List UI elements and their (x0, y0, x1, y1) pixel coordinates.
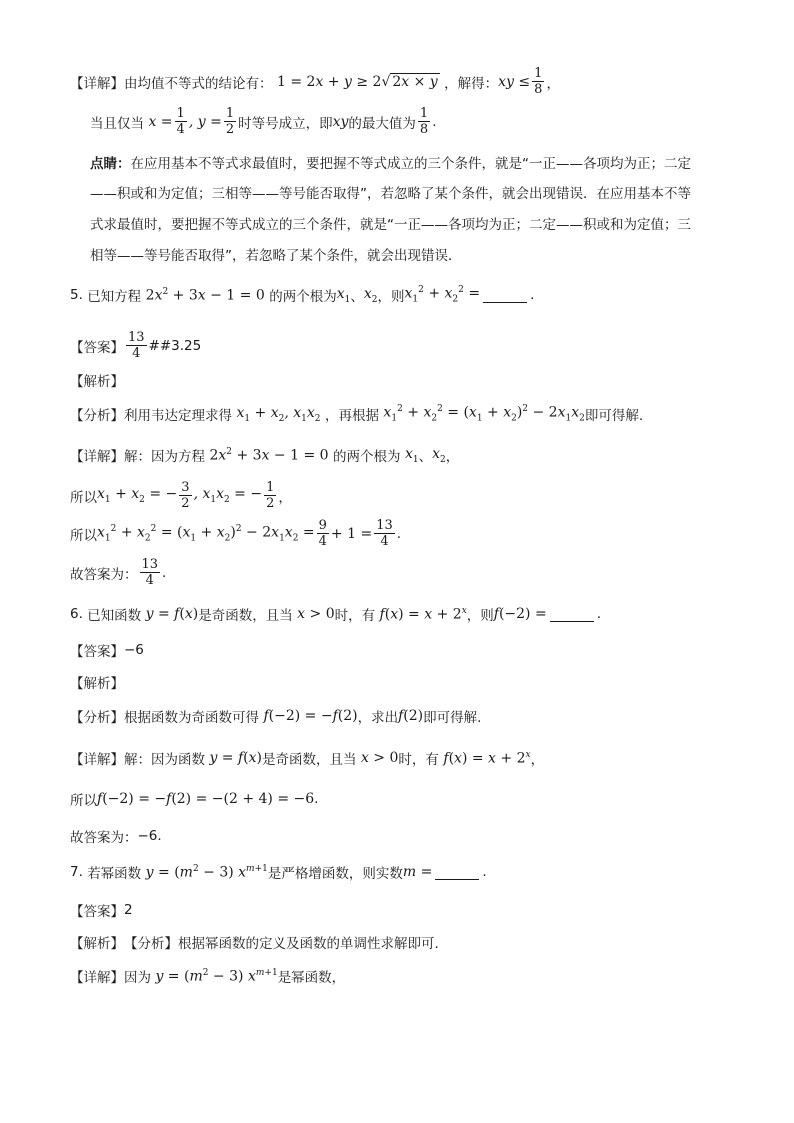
tag-answer: 【答案】 (70, 339, 124, 356)
tag-detail: 【详解】 (70, 75, 124, 92)
line-p5: 式求最值时，要把握不等式成立的三个条件，就是“一正——各项均为正；二定——积或和为定值；三 (90, 217, 691, 233)
question-5: 5. 已知方程 $2x^2 + 3x - 1 = 0$ 的两个根为 $x_1$ 、 $x_2$ ，则 $x_1^2 + x_2^2$ = . (70, 285, 535, 305)
detail-5: 【详解】 解：因为方程 $2x^2 + 3x - 1 = 0$ 的两个根为 $x_1$ 、 $x_2$ ， (70, 445, 460, 465)
math-inequality: 1 = 2x + y ≥ 2√ 2x × y (276, 73, 438, 90)
line-p6: 相等——等号能否取得”，若忽略了某个条件，就会出现错误． (90, 248, 462, 264)
analysis-6: 【解析】 (70, 676, 124, 692)
question-6: 6. 已知函数 y = f(x) 是奇函数，且当 x > 0 时，有 $f(x) = x + 2^x$ ，则 f(−2) = . (70, 605, 601, 624)
analysis-7: 【解析】 【分析】 根据幂函数的定义及函数的单调性求解即可. (70, 936, 439, 952)
answer-blank (550, 607, 594, 622)
detail-6: 【详解】 解：因为函数 y = f(x) 是奇函数，且当 x > 0 时，有 $f(x) = x + 2^x$ ， (70, 749, 545, 768)
detail-7: 【详解】 因为 $y = (m^2 - 3)$ $x^{m+1}$ 是幂函数， (70, 967, 346, 986)
answer-blank (483, 288, 527, 303)
analysis-5: 【解析】 (70, 374, 124, 390)
fraction: $\frac{1}{8}$ (534, 66, 543, 97)
final-answer-6: 故答案为： −6 . (70, 828, 162, 846)
step-5b: 所以 $x_1^2 + x_2^2 = (x_1 + x_2)^2 - 2x_1x_2$ = $\frac{9}{4}$ + 1 = $\frac{13}{4}$ . (70, 518, 402, 549)
answer-blank (435, 865, 479, 880)
line-p3: 点睛： 在应用基本不等式求最值时，要把握不等式成立的三个条件，就是“一正——各项均为正；二定 (90, 152, 691, 172)
fenxi-6: 【分析】 根据函数为奇函数可得 f(−2) = −f(2) ，求出 f(2) 即可得解. (70, 708, 482, 726)
line-p1: 【详解】 由均值不等式的结论有： 1 = 2x + y ≥ 2√ 2x × y ，解得： xy ≤ $\frac{1}{8}$ ， (70, 66, 560, 97)
answer-7: 【答案】 2 (70, 902, 133, 920)
answer-5: 【答案】 $\frac{13}{4}$ ##3.25 (70, 330, 202, 361)
fenxi-5: 【分析】 利用韦达定理求得 $x_1 + x_2$, $x_1x_2$ ，再根据 $x_1^2 + x_2^2 = (x_1 + x_2)^2 - 2x_1x_2$ 即可得解. (70, 404, 644, 424)
line-p4: ——积或和为定值；三相等——等号能否取得”，若忽略了某个条件，就会出现错误．在应用基本不等 (90, 186, 691, 202)
label-note: 点睛： (90, 156, 131, 172)
final-answer-5: 故答案为： $\frac{13}{4}$ . (70, 557, 167, 588)
answer-6: 【答案】 −6 (70, 642, 144, 660)
step-5a: 所以 $x_1 + x_2$ = − $\frac{3}{2}$ , $x_1x_2$ = − $\frac{1}{2}$ ， (70, 480, 292, 511)
step-6: 所以 f(−2) = −f(2) = −(2 + 4) = −6 . (70, 791, 319, 809)
question-7: 7. 若幂函数 $y = (m^2 - 3)$ $x^{m+1}$ 是严格增函数，则实数 m = . (70, 863, 487, 882)
line-p2: 当且仅当 x = $\frac{1}{4}$ , y = $\frac{1}{2}$ 时等号成立，即 xy 的最大值为 $\frac{1}{8}$ . (90, 106, 437, 137)
